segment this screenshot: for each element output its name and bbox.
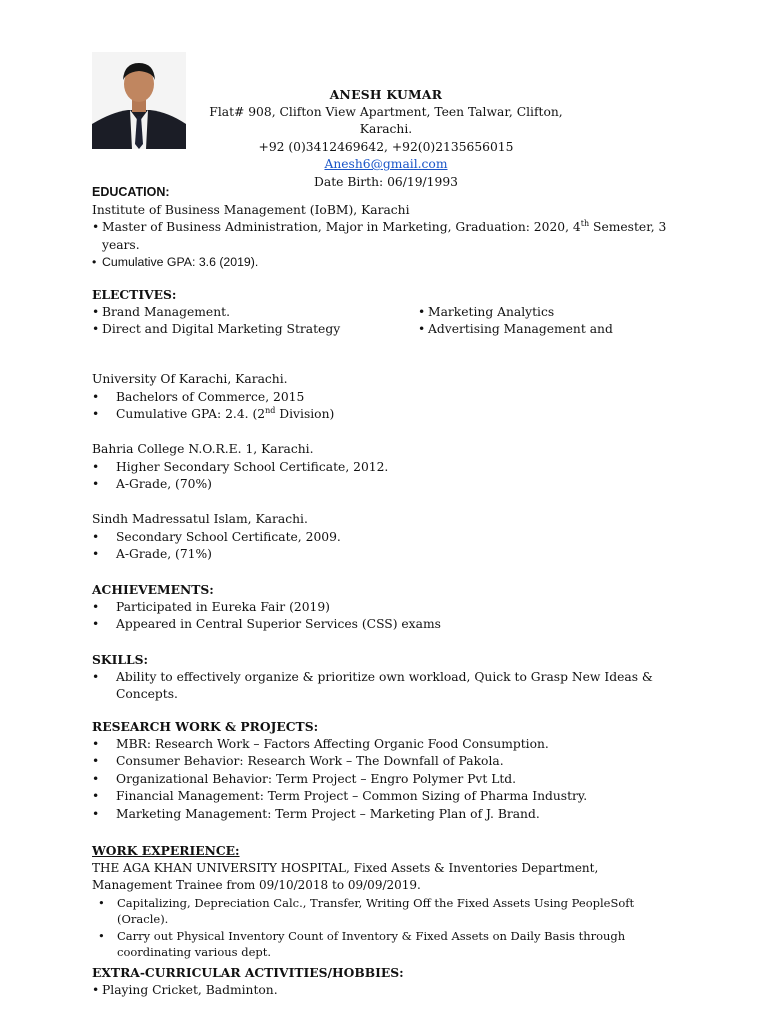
iobm-degree: • Master of Business Administration, Major in Marketing, Graduation: 2020, 4th Semester, 3 years. (92, 219, 672, 254)
bahria-institute: Bahria College N.O.R.E. 1, Karachi. (92, 442, 314, 456)
electives-section (92, 286, 672, 339)
bahria-grade: • A-Grade, (70%) (92, 476, 672, 494)
elective-item: • Brand Management. (92, 304, 418, 322)
uok-gpa: • Cumulative GPA: 2.4. (2nd Division) (92, 406, 672, 424)
skills-section (92, 651, 672, 704)
education-heading: EDUCATION: (92, 185, 170, 199)
elective-item: • Marketing Analytics (418, 304, 658, 322)
sindh-cert: • Secondary School Certificate, 2009. (92, 529, 672, 547)
sindh-grade: • A-Grade, (71%) (92, 546, 672, 564)
achievement-item: • Participated in Eureka Fair (2019) (92, 599, 672, 617)
iobm-gpa: • Cumulative GPA: 3.6 (2019). (92, 254, 672, 272)
iobm-institute: Institute of Business Management (IoBM), Karachi (92, 202, 410, 217)
phone-numbers: +92 (0)3412469642, +92(0)2135656015 (258, 139, 514, 154)
skills-heading: SKILLS: (92, 652, 149, 667)
research-heading: RESEARCH WORK & PROJECTS: (92, 719, 319, 734)
sindh-institute: Sindh Madressatul Islam, Karachi. (92, 512, 308, 526)
research-item: • Organizational Behavior: Term Project – Engro Polymer Pvt Ltd. (92, 771, 672, 789)
research-item: • Consumer Behavior: Research Work – The Downfall of Pakola. (92, 753, 672, 771)
portrait-image (92, 52, 186, 149)
address: Flat# 908, Clifton View Apartment, Teen Talwar, Clifton, Karachi. (209, 104, 563, 136)
elective-item: • Advertising Management and (418, 321, 658, 339)
achievements-section (92, 581, 672, 634)
email-link[interactable]: Anesh6@gmail.com (324, 157, 448, 171)
achievement-item: • Appeared in Central Superior Services (CSS) exams (92, 616, 672, 634)
work-item: • Capitalizing, Depreciation Calc., Transfer, Writing Off the Fixed Assets Using PeopleSoft (Oracle). (104, 895, 666, 928)
work-section (92, 842, 666, 961)
date-of-birth: Date Birth: 06/19/1993 (314, 174, 458, 189)
applicant-name: ANESH KUMAR (329, 87, 443, 102)
electives-heading: ELECTIVES: (92, 287, 177, 302)
work-summary: THE AGA KHAN UNIVERSITY HOSPITAL, Fixed Assets & Inventories Department, Management Trainee from 09/10/2018 to 09/09/2019. (92, 860, 599, 892)
education-section (92, 184, 672, 272)
bahria-cert: • Higher Secondary School Certificate, 2012. (92, 459, 672, 477)
contact-header (186, 86, 586, 191)
extra-section (92, 964, 672, 999)
uok-section (92, 371, 672, 424)
uok-institute: University Of Karachi, Karachi. (92, 372, 288, 386)
hobby-item: • Playing Cricket, Badminton. (92, 982, 672, 1000)
skill-item: • Ability to effectively organize & prioritize own workload, Quick to Grasp New Ideas & Concepts. (92, 669, 662, 704)
work-item: • Carry out Physical Inventory Count of Inventory & Fixed Assets on Daily Basis through coordinating various dept. (104, 928, 637, 961)
uok-degree: • Bachelors of Commerce, 2015 (92, 389, 672, 407)
research-section (92, 718, 672, 823)
bahria-section (92, 441, 672, 494)
research-item: • Marketing Management: Term Project – Marketing Plan of J. Brand. (92, 806, 672, 824)
research-item: • Financial Management: Term Project – Common Sizing of Pharma Industry. (92, 788, 672, 806)
extra-heading: EXTRA-CURRICULAR ACTIVITIES/HOBBIES: (92, 965, 404, 980)
sindh-section (92, 511, 672, 564)
research-item: • MBR: Research Work – Factors Affecting Organic Food Consumption. (92, 736, 672, 754)
elective-item: • Direct and Digital Marketing Strategy (92, 321, 418, 339)
achievements-heading: ACHIEVEMENTS: (92, 582, 214, 597)
work-heading: WORK EXPERIENCE: (92, 843, 240, 858)
profile-photo (92, 52, 186, 149)
